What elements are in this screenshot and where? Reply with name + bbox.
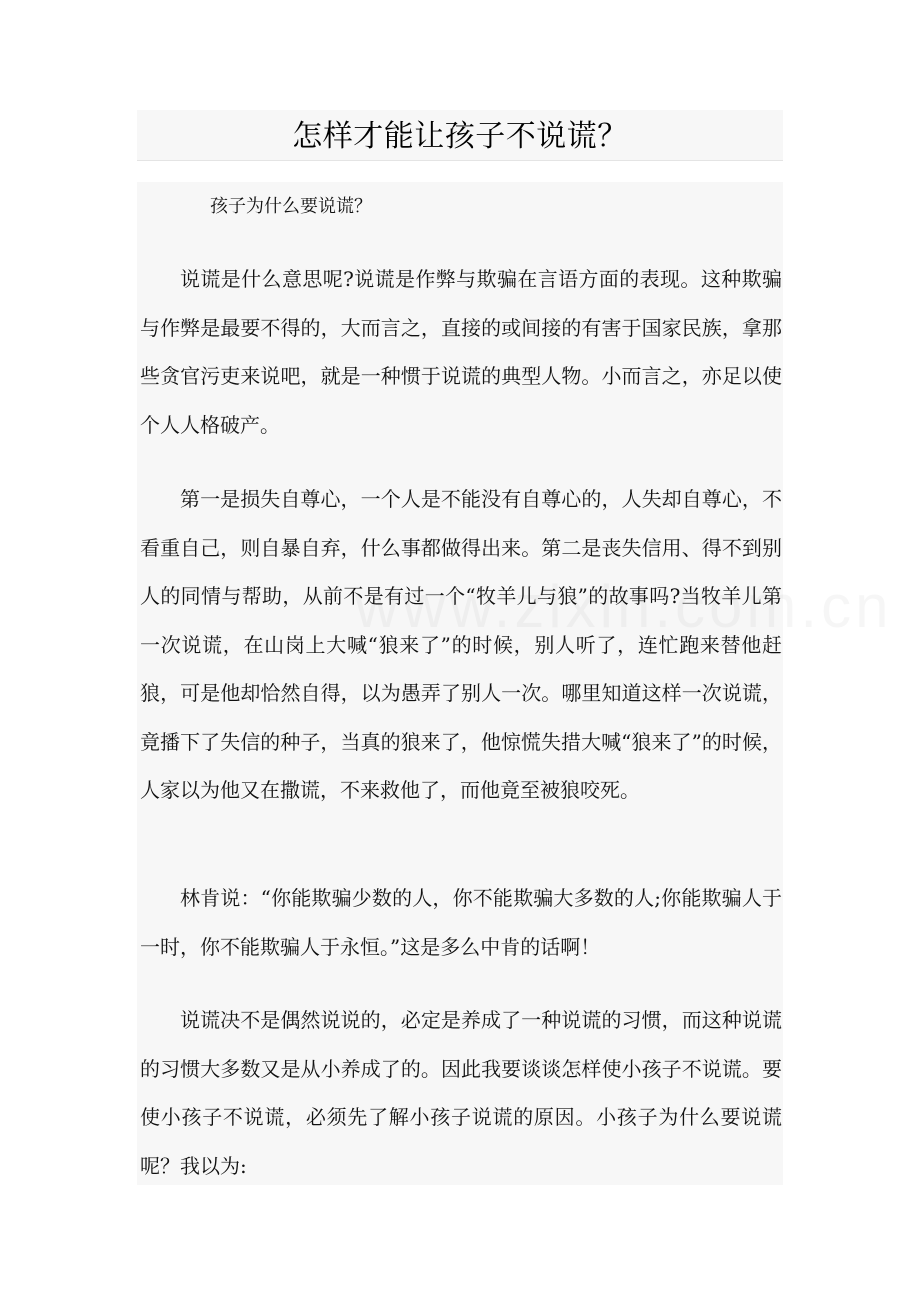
title-band: [137, 110, 783, 161]
paragraph-2: 第一是损失自尊心，一个人是不能没有自尊心的，人失却自尊心，不看重自己，则自暴自弃，什么事都做得出来。第二是丧失信用、得不到别人的同情与帮助，从前不是有过一个“牧羊儿与狼”的故事吗?当牧羊儿第一次说谎，在山岗上大喊“狼来了”的时候，别人听了，连忙跑来替他赶狼，可是他却恰然自得，以为愚弄了别人一次。哪里知道这样一次说谎，竟播下了失信的种子，当真的狼来了，他惊慌失措大喊“狼来了”的时候，人家以为他又在撒谎，不来救他了，而他竟至被狼咬死。: [140, 487, 782, 802]
paragraph-3: 林肯说：“你能欺骗少数的人，你不能欺骗大多数的人;你能欺骗人于一时，你不能欺骗人于永恒。”这是多么中肯的话啊！: [140, 886, 782, 959]
section-subheading: 孩子为什么要说谎？: [210, 196, 372, 217]
paragraph-1: 说谎是什么意思呢?说谎是作弊与欺骗在言语方面的表现。这种欺骗与作弊是最要不得的，大而言之，直接的或间接的有害于国家民族，拿那些贪官污吏来说吧，就是一种惯于说谎的典型人物。小而言之，亦足以使个人人格破产。: [140, 267, 782, 437]
document-body: [137, 182, 783, 1185]
document-title: 怎样才能让孩子不说谎？: [292, 119, 628, 154]
paragraph-4: 说谎决不是偶然说说的，必定是养成了一种说谎的习惯，而这种说谎的习惯大多数又是从小养成了的。因此我要谈谈怎样使小孩子不说谎。要使小孩子不说谎，必须先了解小孩子说谎的原因。小孩子为什么要说谎呢？我以为:: [140, 1008, 782, 1178]
